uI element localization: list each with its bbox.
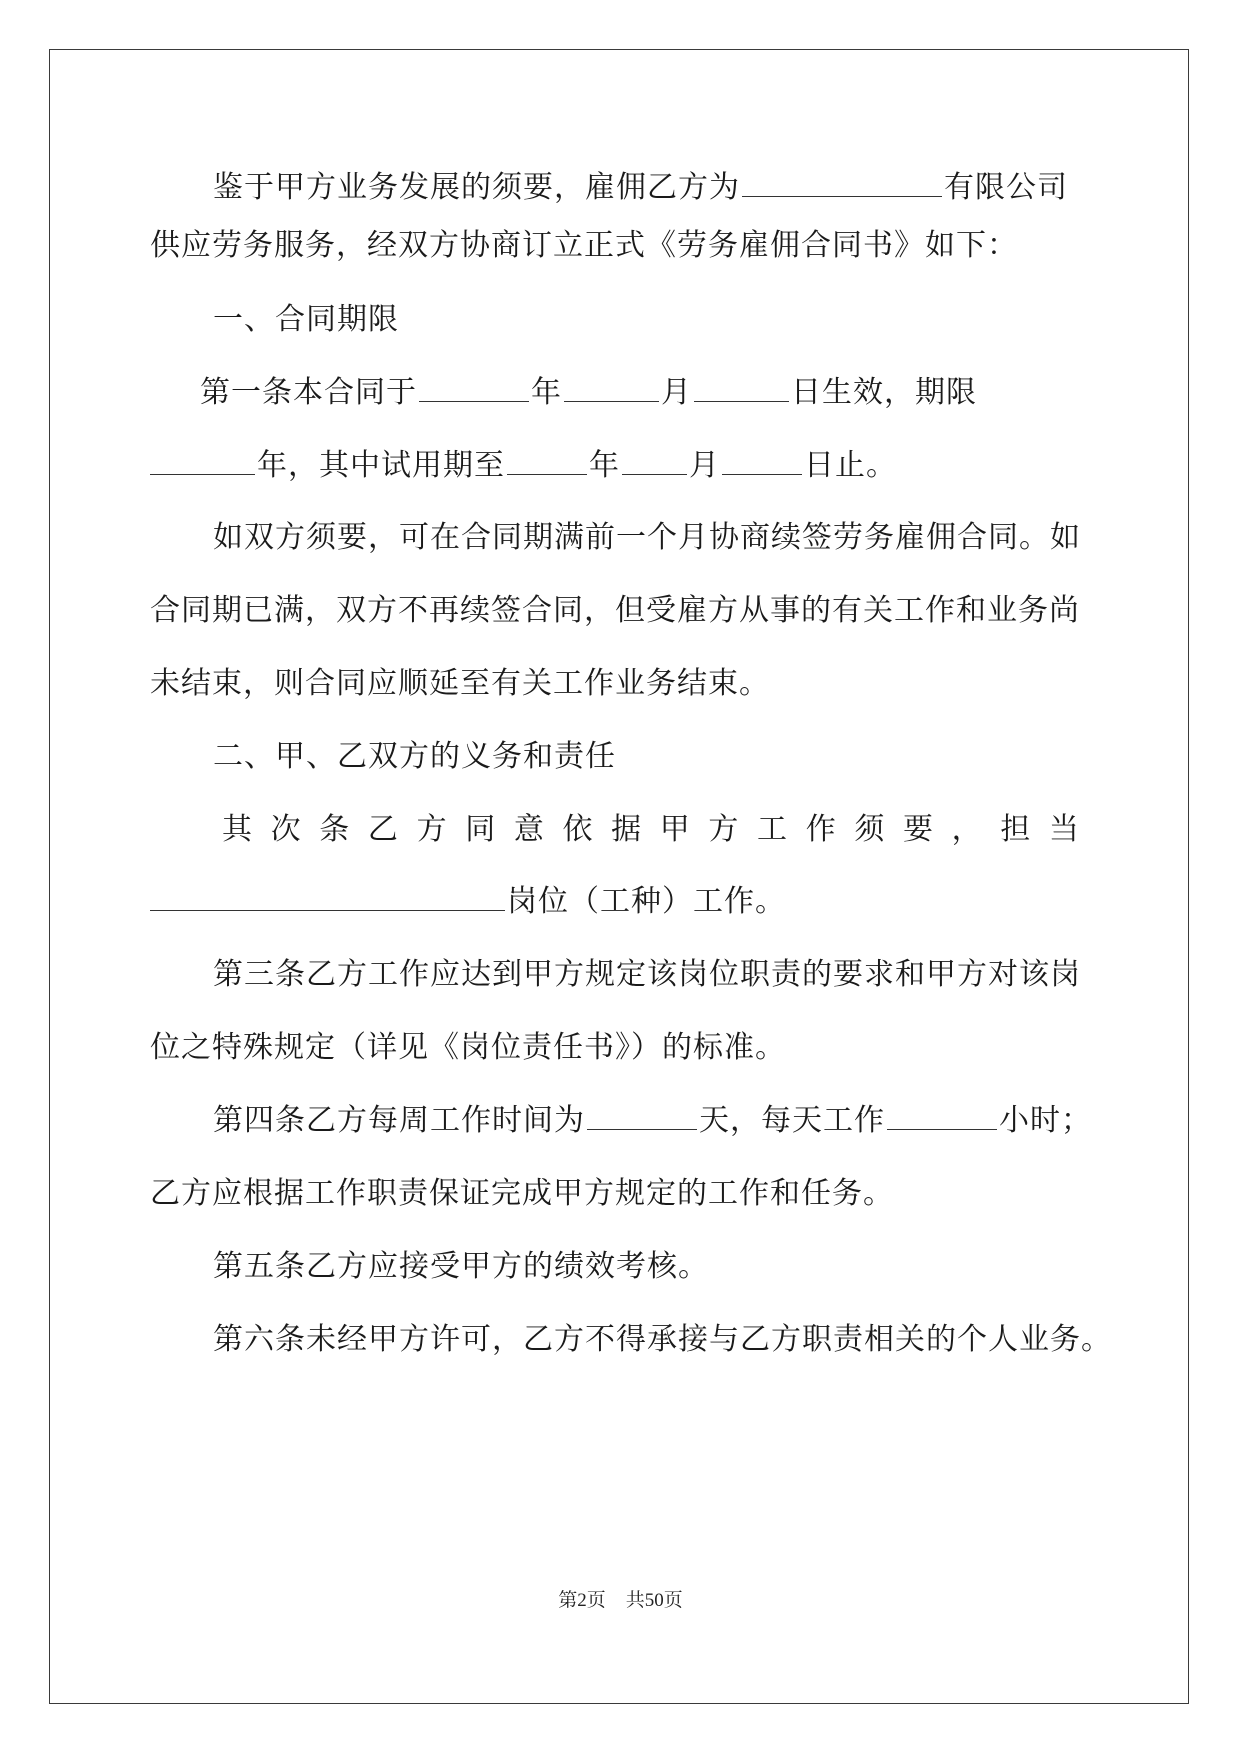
blank-duration-field xyxy=(150,447,255,475)
section-heading-obligations: 二、甲、乙双方的义务和责任 xyxy=(213,739,616,774)
char: 条 xyxy=(319,812,351,847)
blank-trial-year-field xyxy=(507,447,587,475)
char: 次 xyxy=(270,812,302,847)
char: 担 xyxy=(1000,812,1032,847)
text: 月 xyxy=(689,448,720,483)
article-6: 第六条未经甲方许可，乙方不得承接与乙方职责相关的个人业务。 xyxy=(213,1322,1112,1357)
text: 第一条本合同于 xyxy=(200,375,417,410)
char: 依 xyxy=(562,812,594,847)
text: 年，其中试用期至 xyxy=(257,448,505,483)
char: 工 xyxy=(757,812,789,847)
char: 作 xyxy=(805,812,837,847)
blank-year-field xyxy=(419,374,529,402)
paragraph-renewal-line-3: 未结束，则合同应顺延至有关工作业务结束。 xyxy=(150,666,770,701)
paragraph-renewal-line-2: 合同期已满，双方不再续签合同，但受雇方从事的有关工作和业务尚 xyxy=(150,593,1080,628)
text: 鉴于甲方业务发展的须要，雇佣乙方为 xyxy=(213,170,740,205)
text: 月 xyxy=(661,375,692,410)
text: 年 xyxy=(589,448,620,483)
article-2-line-1 xyxy=(222,810,1080,850)
page-border xyxy=(49,49,1189,1704)
text: 有限公司 xyxy=(944,170,1068,205)
char: 要 xyxy=(902,812,934,847)
article-1-line-1 xyxy=(200,373,1077,413)
total-pages: 共50页 xyxy=(625,1590,683,1611)
blank-company-field xyxy=(742,169,942,197)
article-5: 第五条乙方应接受甲方的绩效考核。 xyxy=(213,1249,709,1284)
text: 岗位（工种）工作。 xyxy=(507,884,786,919)
blank-hours-field xyxy=(887,1102,997,1130)
char: 须 xyxy=(854,812,886,847)
blank-trial-day-field xyxy=(722,447,802,475)
article-3-line-2: 位之特殊规定（详见《岗位责任书》）的标准。 xyxy=(150,1030,786,1065)
text: 天，每天工作 xyxy=(699,1103,885,1138)
paragraph-intro-line-1 xyxy=(213,168,1090,208)
char: 方 xyxy=(708,812,740,847)
section-heading-term: 一、合同期限 xyxy=(213,302,399,337)
article-4-line-2: 乙方应根据工作职责保证完成甲方规定的工作和任务。 xyxy=(150,1176,894,1211)
article-2-line-2 xyxy=(150,882,1090,922)
article-3-line-1: 第三条乙方工作应达到甲方规定该岗位职责的要求和甲方对该岗 xyxy=(213,957,1081,992)
char: 当 xyxy=(1048,812,1080,847)
text: 第四条乙方每周工作时间为 xyxy=(213,1103,585,1138)
char: 方 xyxy=(416,812,448,847)
blank-trial-month-field xyxy=(622,447,687,475)
text: 小时； xyxy=(999,1103,1092,1138)
page-footer xyxy=(0,1585,1241,1612)
article-1-line-2 xyxy=(150,446,1090,486)
text: 年 xyxy=(531,375,562,410)
char: 乙 xyxy=(367,812,399,847)
text: 日生效，期限 xyxy=(791,375,977,410)
char: 同 xyxy=(465,812,497,847)
page-number: 第2页 xyxy=(558,1590,606,1611)
text: 日止。 xyxy=(804,448,897,483)
char: ， xyxy=(951,812,983,847)
paragraph-intro-line-2: 供应劳务服务，经双方协商订立正式《劳务雇佣合同书》如下： xyxy=(150,228,1018,263)
char: 意 xyxy=(513,812,545,847)
char: 甲 xyxy=(659,812,691,847)
char: 其 xyxy=(222,812,253,847)
char: 据 xyxy=(611,812,643,847)
paragraph-renewal-line-1: 如双方须要，可在合同期满前一个月协商续签劳务雇佣合同。如 xyxy=(213,520,1081,555)
blank-day-field xyxy=(694,374,789,402)
blank-position-field xyxy=(150,883,505,911)
article-4-line-1 xyxy=(213,1101,1090,1141)
blank-month-field xyxy=(564,374,659,402)
blank-days-field xyxy=(587,1102,697,1130)
